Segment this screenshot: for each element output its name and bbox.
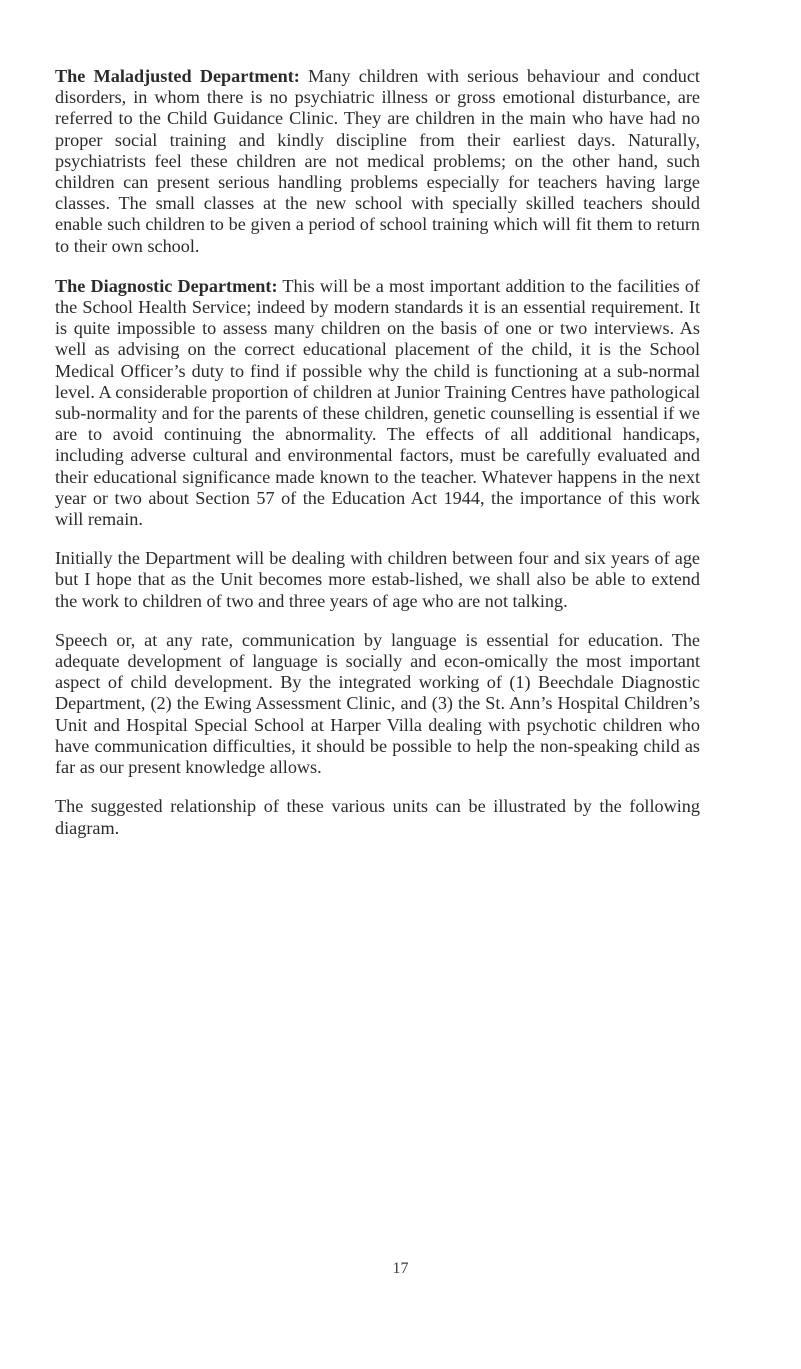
paragraph-text: The suggested relationship of these various units can be illustrated by the following diagram.	[55, 796, 700, 838]
paragraph-maladjusted-department	[55, 66, 700, 257]
paragraph-heading: The Diagnostic Department:	[55, 275, 278, 296]
paragraph-text: Many children with serious behaviour and conduct disorders, in whom there is no psychiatric illness or gross emotional disturbance, are referred to the Child Guidance Clinic. They are children in the main who have had no proper social training and kindly discipline from their earliest days. Naturally, psychiatrists feel these children are not medical problems; on the other hand, such children can present serious handling problems especially for teachers having large classes. The small classes at the new school with specially skilled teachers should enable such children to be given a period of school training which will fit them to return to their own school.	[55, 66, 700, 256]
paragraph-heading: The Maladjusted Department:	[55, 66, 300, 86]
paragraph-text: Initially the Department will be dealing with children between four and six years of age but I hope that as the Unit becomes more estab-lished, we shall also be able to extend the work to children of two and three years of age who are not talking.	[55, 548, 700, 611]
page-number: 17	[392, 1260, 409, 1277]
paragraph-diagram-intro	[55, 796, 700, 838]
paragraph-initial-scope	[55, 548, 700, 612]
paragraph-speech-communication	[55, 630, 700, 778]
paragraph-diagnostic-department	[55, 276, 700, 530]
paragraph-text: This will be a most important addition to the facilities of the School Health Service; indeed by modern standards it is an essential requirement. It is quite impossible to assess many children on the basis of one or two interviews. As well as advising on the correct educational placement of the child, it is the School Medical Officer’s duty to find if possible why the child is functioning at a sub-normal level. A considerable proportion of children at Junior Training Centres have pathological sub-normality and for the parents of these children, genetic counselling is essential if we are to avoid continuing the abnormality. The effects of all additional handicaps, including adverse cultural and environmental factors, must be carefully evaluated and their educational significance made known to the teacher. Whatever happens in the next year or two about Section 57 of the Education Act 1944, the importance of this work will remain.	[55, 275, 700, 530]
paragraph-text: Speech or, at any rate, communication by language is essential for education. The adequate development of language is socially and econ-omically the most important aspect of child development. By the integrated working of (1) Beechdale Diagnostic Department, (2) the Ewing Assessment Clinic, and (3) the St. Ann’s Hospital Children’s Unit and Hospital Special School at Harper Villa dealing with psychotic children who have communication difficulties, it should be possible to help the non-speaking child as far as our present knowledge allows.	[55, 629, 700, 778]
body-text	[55, 66, 700, 857]
